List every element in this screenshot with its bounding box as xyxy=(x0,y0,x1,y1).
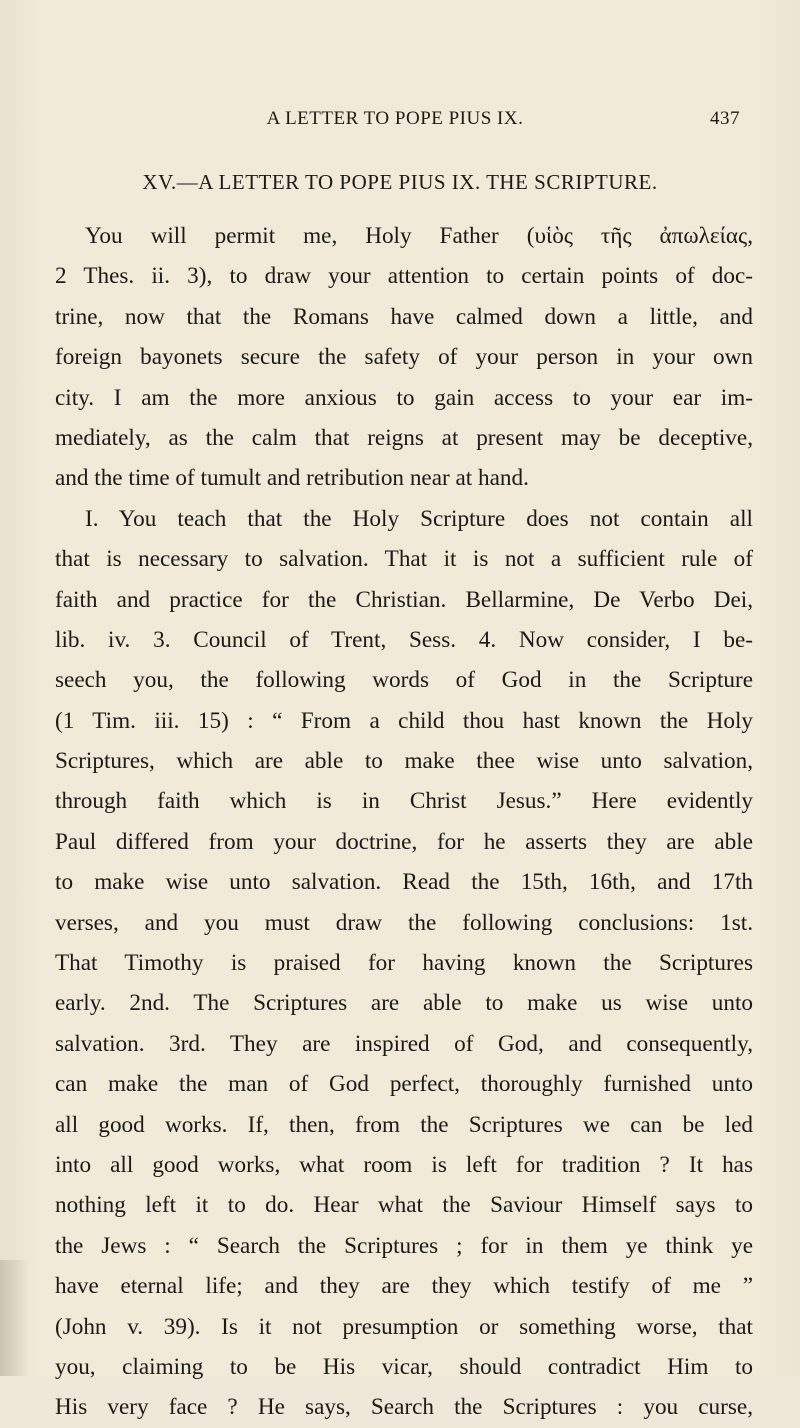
page-edge-shadow xyxy=(0,1260,30,1376)
text-line: the Jews : “ Search the Scriptures ; for in them ye think ye xyxy=(55,1232,753,1259)
text-line: (John v. 39). Is it not presumption or something worse, that xyxy=(55,1313,753,1340)
text-line: have eternal life; and they are they which testify of me ” xyxy=(55,1273,753,1300)
text-line: that is necessary to salvation. That it is not a sufficient rule of xyxy=(55,546,753,573)
text-line: You will permit me, Holy Father (υἱὸς τῆς ἀπωλείας, xyxy=(85,223,753,249)
text-line: all good works. If, then, from the Scriptures we can be led xyxy=(55,1111,753,1138)
body-text xyxy=(55,216,753,1428)
text-line: That Timothy is praised for having known the Scriptures xyxy=(55,950,753,977)
text-line: trine, now that the Romans have calmed down a little, and xyxy=(55,303,753,330)
text-line: seech you, the following words of God in the Scripture xyxy=(55,667,753,694)
running-head xyxy=(50,108,740,138)
text-line: (1 Tim. iii. 15) : “ From a child thou hast known the Holy xyxy=(55,707,753,734)
text-line: nothing left it to do. Hear what the Saviour Himself says to xyxy=(55,1192,753,1219)
text-line: city. I am the more anxious to gain access to your ear im- xyxy=(55,384,753,411)
text-line: foreign bayonets secure the safety of your person in your own xyxy=(55,344,753,371)
text-line: through faith which is in Christ Jesus.” Here evidently xyxy=(55,788,753,815)
text-line: you, claiming to be His vicar, should contradict Him to xyxy=(55,1353,753,1380)
text-line: salvation. 3rd. They are inspired of God, and consequently, xyxy=(55,1030,753,1057)
text-line: Paul differed from your doctrine, for he asserts they are able xyxy=(55,828,753,855)
text-line: early. 2nd. The Scriptures are able to make us wise unto xyxy=(55,990,753,1017)
text-line: and the time of tumult and retribution near at hand. xyxy=(55,465,529,492)
text-line: can make the man of God perfect, thoroughly furnished unto xyxy=(55,1071,753,1098)
text-line: I. You teach that the Holy Scripture does not contain all xyxy=(85,505,753,532)
page-number: 437 xyxy=(710,108,740,129)
text-line: mediately, as the calm that reigns at present may be deceptive, xyxy=(55,424,753,451)
text-line: His very face ? He says, Search the Scriptures : you curse, xyxy=(55,1394,753,1421)
text-line: verses, and you must draw the following conclusions: 1st. xyxy=(55,909,753,936)
text-line: to make wise unto salvation. Read the 15th, 16th, and 17th xyxy=(55,869,753,896)
text-line: 2 Thes. ii. 3), to draw your attention to certain points of doc- xyxy=(55,263,753,290)
section-title: XV.—A LETTER TO POPE PIUS IX. THE SCRIPTURE. xyxy=(142,170,658,194)
text-line: into all good works, what room is left for tradition ? It has xyxy=(55,1151,753,1178)
text-line: lib. iv. 3. Council of Trent, Sess. 4. Now consider, I be- xyxy=(55,626,753,653)
running-title: A LETTER TO POPE PIUS IX. xyxy=(266,108,524,129)
text-line: Scriptures, which are able to make thee wise unto salvation, xyxy=(55,748,753,775)
text-line: faith and practice for the Christian. Bellarmine, De Verbo Dei, xyxy=(55,586,753,613)
